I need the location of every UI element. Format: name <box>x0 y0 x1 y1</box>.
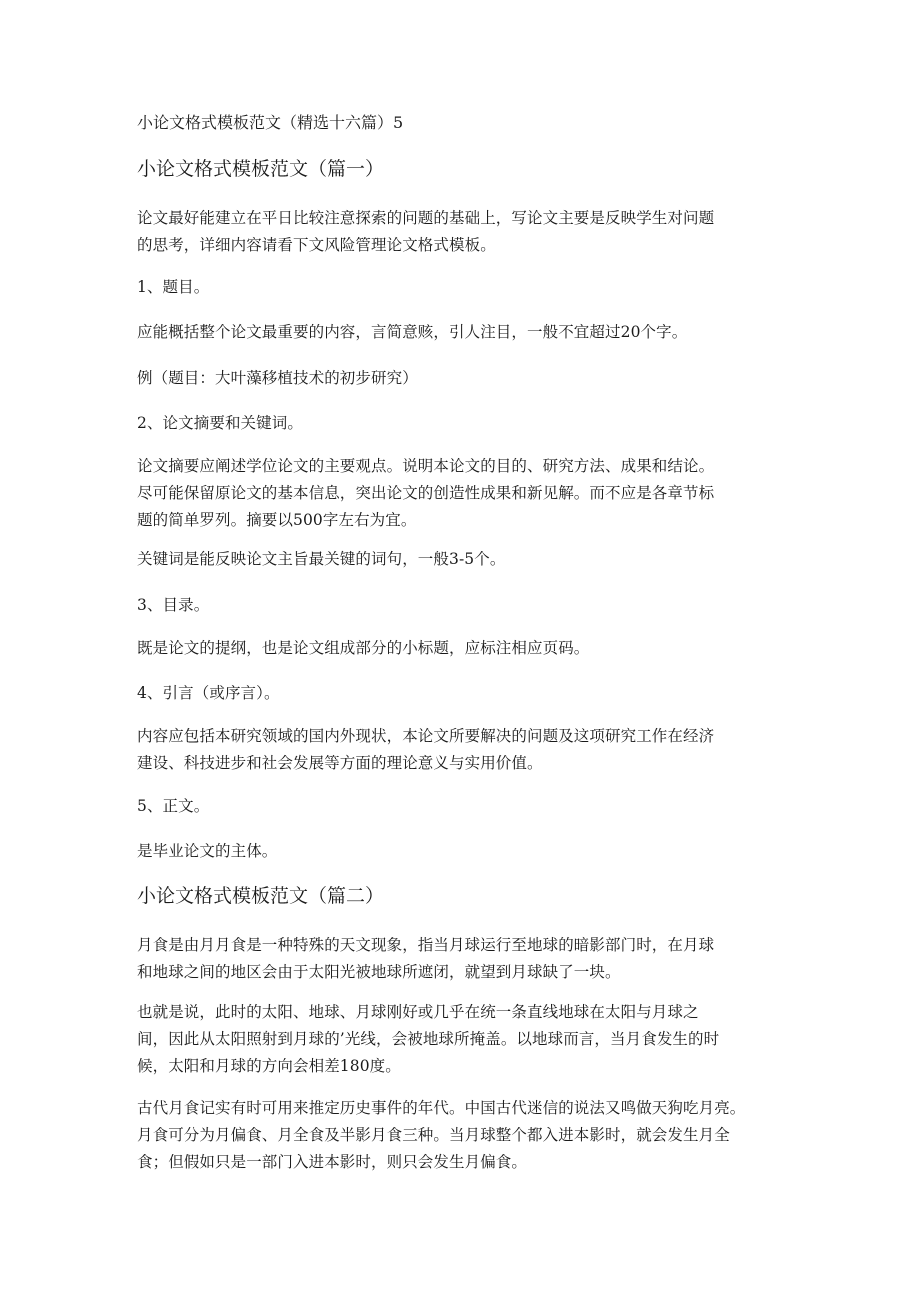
heading-item-2: 2、论文摘要和关键词。 <box>137 414 303 432</box>
paragraph-item-2: 论文摘要应阐述学位论文的主要观点。说明本论文的目的、研究方法、成果和结论。 尽可能保留原论文的基本信息，突出论文的创造性成果和新见解。而不应是各章节标 题的简单罗列。摘要以500字左右为宜。 <box>137 457 715 529</box>
paragraph-item-3: 既是论文的提纲，也是论文组成部分的小标题，应标注相应页码。 <box>137 639 590 657</box>
paragraph-item-5: 是毕业论文的主体。 <box>137 842 278 860</box>
paragraph-intro: 论文最好能建立在平日比较注意探索的问题的基础上，写论文主要是反映学生对问题 的思考，详细内容请看下文风险管理论文格式模板。 <box>137 209 715 254</box>
document-title: 小论文格式模板范文（精选十六篇）5 <box>137 113 404 132</box>
paragraph-lunar-3: 古代月食记实有时可用来推定历史事件的年代。中国古代迷信的说法又鸣做天狗吃月亮。 月食可分为月偏食、月全食及半影月食三种。当月球整个都入进本影时，就会发生月全 食；但假如只是一部门入进本影时，则只会发生月偏食。 <box>137 1099 746 1171</box>
section-title-2: 小论文格式模板范文（篇二） <box>137 885 385 907</box>
heading-item-5: 5、正文。 <box>137 797 210 815</box>
paragraph-lunar-2: 也就是说，此时的太阳、地球、月球刚好或几乎在统一条直线地球在太阳与月球之 间，因此从太阳照射到月球的’光线，会被地球所掩盖。以地球而言，当月食发生的时 候，太阳和月球的方向会相差180度。 <box>137 1003 720 1075</box>
heading-item-1: 1、题目。 <box>137 278 210 296</box>
paragraph-item-1: 应能概括整个论文最重要的内容，言简意赅，引人注目，一般不宜超过20个字。 <box>137 323 688 341</box>
section-title-1: 小论文格式模板范文（篇一） <box>137 158 385 180</box>
paragraph-item-4: 内容应包括本研究领域的国内外现状，本论文所要解决的问题及这项研究工作在经济 建设、科技进步和社会发展等方面的理论意义与实用价值。 <box>137 727 715 772</box>
heading-item-4: 4、引言（或序言）。 <box>137 684 280 702</box>
paragraph-lunar-1: 月食是由月月食是一种特殊的天文现象，指当月球运行至地球的暗影部门时，在月球 和地球之间的地区会由于太阳光被地球所遮闭，就望到月球缺了一块。 <box>137 936 715 981</box>
paragraph-example: 例（题目：大叶藻移植技术的初步研究） <box>137 369 418 387</box>
heading-item-3: 3、目录。 <box>137 596 210 614</box>
paragraph-keywords: 关键词是能反映论文主旨最关键的词句，一般3-5个。 <box>137 550 506 568</box>
